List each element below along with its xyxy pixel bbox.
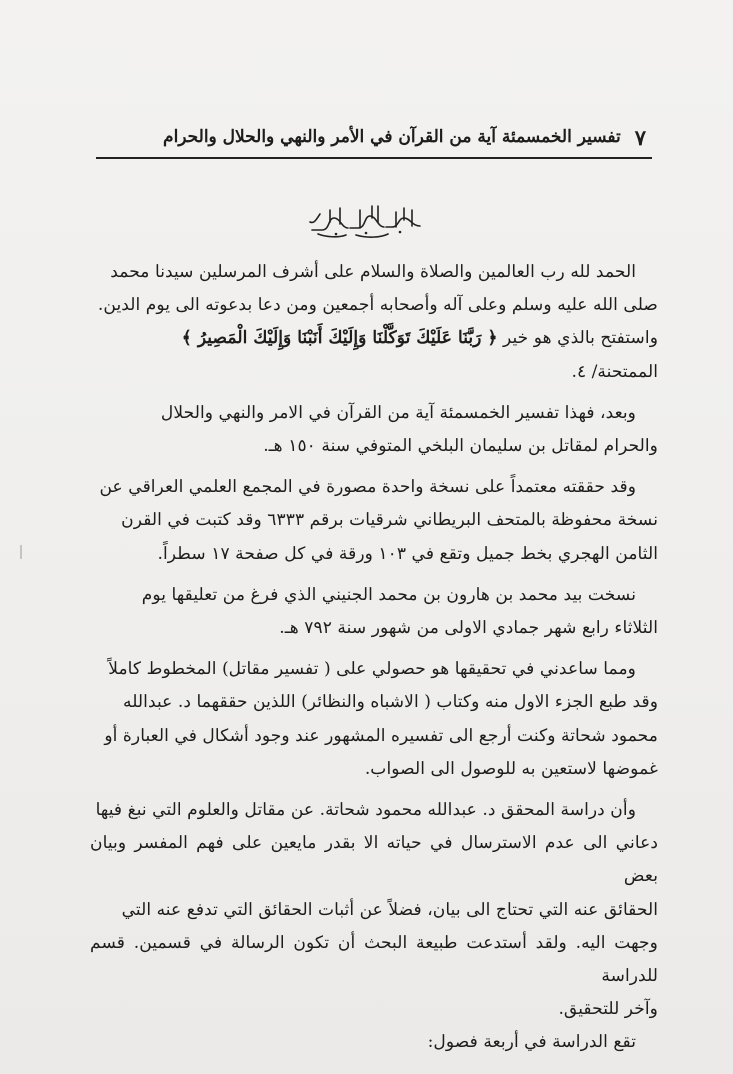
text-line: نسخت بيد محمد بن هارون بن محمد الجنيني الذي فرغ من تعليقها يوم [141,584,636,605]
text-line: صلى الله عليه وسلم وعلى آله وأصحابه أجمعين ومن دعا بدعوته الى يوم الدين. [97,295,658,316]
text-line: الثلاثاء رابع شهر جمادي الاولى من شهور سنة ٧٩٢ هـ. [279,618,658,639]
paragraph-1 [90,256,658,389]
paragraph-5 [90,653,658,786]
text-line: غموضها لاستعين به للوصول الى الصواب. [364,758,658,779]
text-line: وأن دراسة المحقق د. عبدالله محمود شحاتة. عن مقاتل والعلوم التي نبغ فيها [95,800,636,821]
text-line: تقع الدراسة في أربعة فصول: [427,1032,636,1053]
text-line: الحمد لله رب العالمين والصلاة والسلام على أشرف المرسلين سيدنا محمد [110,262,636,282]
paragraph-4 [90,579,658,645]
text-line: الثامن الهجري بخط جميل وتقع في ١٠٣ ورقة في كل صفحة ١٧ سطراً. [157,543,658,564]
text-line: وبعد، فهذا تفسير الخمسمئة آية من القرآن في الامر والنهي والحلال [160,402,636,423]
text-line: والحرام لمقاتل بن سليمان البلخي المتوفي سنة ١٥٠ هـ. [263,436,658,457]
body-text [90,256,658,1060]
scan-mark [20,545,22,559]
text-line: محمود شحاتة وكنت أرجع الى تفسيره المشهور عند وجود أشكال في العبارة أو [104,725,658,746]
paragraph-gap [90,571,658,579]
header-rule [96,157,652,159]
paragraph-gap [90,645,658,653]
text-line: دعاني الى عدم الاسترسال في حياته الا بقدر مايعين على فهم المفسر وبيان بعض [90,833,658,887]
text-line: الحقائق عنه التي تحتاج الى بيان، فضلاً عن أثبات الحقائق التي تدفع عنه التي [121,899,658,920]
paragraph-2 [90,397,658,463]
text-line-start: واستفتح بالذي هو خير [503,328,658,349]
text-line [90,322,658,355]
text-line: وجهت اليه. ولقد أستدعت طبيعة البحث أن تكون الرسالة في قسمين. قسم للدراسة [90,932,658,987]
paragraph-gap [90,389,658,397]
paragraph-gap [90,463,658,471]
paragraph-3 [90,471,658,571]
quran-verse: ﴿ رَبَّنَا عَلَيْكَ تَوَكَّلْنَا وَإِلَيْكَ أَنَبْنَا وَإِلَيْكَ الْمَصِيرُ ﴾ [181,328,498,349]
paragraph-7 [90,1026,658,1059]
page-header [98,120,646,154]
verse-reference: الممتحنة/ ٤. [571,361,658,382]
paragraph-gap [90,786,658,794]
text-line: وآخر للتحقيق. [558,999,658,1020]
text-line: ومما ساعدني في تحقيقها هو حصولي على ( تفسير مقاتل) المخطوط كاملاً [108,659,636,680]
text-line: وقد حققته معتمداً على نسخة واحدة مصورة في المجمع العلمي العراقي عن [99,477,636,498]
page-number: ٧ [634,124,646,150]
text-line: وقد طبع الجزء الاول منه وكتاب ( الاشباه والنظائر) اللذين حققهما د. عبدالله [123,692,658,713]
text-line: نسخة محفوظة بالمتحف البريطاني شرقيات برقم ٦٣٣٣ وقد كتبت في القرن [121,510,658,531]
paragraph-6 [90,794,658,1026]
basmala-icon [300,200,430,240]
running-title: تفسير الخمسمئة آية من القرآن في الأمر والنهي والحلال والحرام [163,127,621,147]
